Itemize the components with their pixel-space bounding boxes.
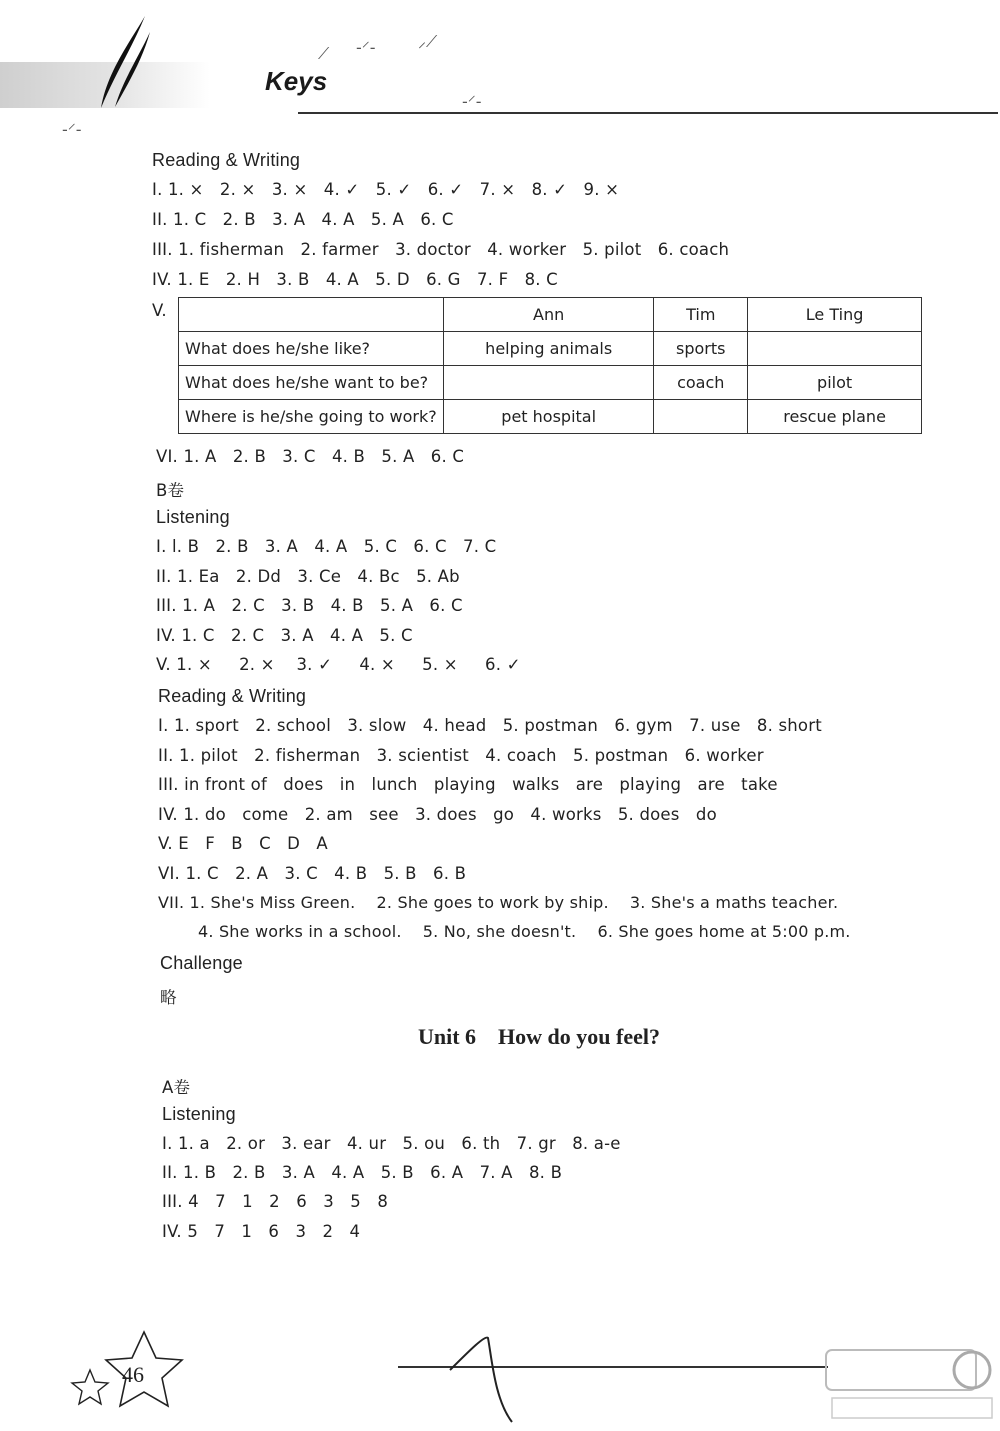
table-cell: coach	[654, 366, 748, 400]
table-cell: Where is he/she going to work?	[179, 400, 444, 434]
page-header-title: Keys	[265, 66, 328, 96]
answer-line: I. 1. × 2. × 3. × 4. ✓ 5. ✓ 6. ✓ 7. × 8. ✓ 9. ×	[152, 180, 620, 199]
section-heading-listening: Listening	[162, 1104, 236, 1124]
table-cell: pet hospital	[444, 400, 654, 434]
table-header-cell: Le Ting	[748, 298, 922, 332]
answer-line: II. 1. pilot 2. fisherman 3. scientist 4. coach 5. postman 6. worker	[158, 746, 764, 765]
table-header-row	[179, 298, 922, 332]
table-row	[179, 400, 922, 434]
answer-line: 略	[160, 988, 177, 1007]
sparkle-icon: ⸝⟋	[418, 32, 438, 51]
sparkle-icon: ⟋	[318, 44, 330, 63]
answer-line: IV. 5 7 1 6 3 2 4	[162, 1222, 361, 1241]
table-row	[179, 332, 922, 366]
unit-title: Unit 6 How do you feel?	[418, 1024, 660, 1049]
table-cell	[654, 400, 748, 434]
answer-line: VI. 1. C 2. A 3. C 4. B 5. B 6. B	[158, 864, 467, 883]
section-heading-a: A卷	[162, 1078, 191, 1097]
answer-line: I. l. B 2. B 3. A 4. A 5. C 6. C 7. C	[156, 537, 497, 556]
answer-line: VI. 1. A 2. B 3. C 4. B 5. A 6. C	[156, 447, 465, 466]
section-heading-challenge: Challenge	[160, 953, 243, 973]
answer-line: I. 1. a 2. or 3. ear 4. ur 5. ou 6. th 7. gr 8. a-e	[162, 1134, 621, 1153]
section-heading-reading-writing: Reading & Writing	[158, 686, 307, 706]
table-row	[179, 366, 922, 400]
table-cell: What does he/she want to be?	[179, 366, 444, 400]
answer-line: VII. 1. She's Miss Green. 2. She goes to work by ship. 3. She's a maths teacher.	[158, 893, 839, 912]
table-cell: pilot	[748, 366, 922, 400]
watermark-logo-icon	[822, 1344, 997, 1424]
section-heading-listening: Listening	[156, 507, 230, 527]
answer-line: II. 1. Ea 2. Dd 3. Ce 4. Bc 5. Ab	[156, 567, 460, 586]
answer-line: IV. 1. C 2. C 3. A 4. A 5. C	[156, 626, 413, 645]
answer-line: IV. 1. do come 2. am see 3. does go 4. works 5. does do	[158, 805, 717, 824]
table-cell: helping animals	[444, 332, 654, 366]
answer-line: V. 1. × 2. × 3. ✓ 4. × 5. × 6. ✓	[156, 655, 521, 674]
footer-swoosh-icon	[440, 1330, 520, 1425]
table-cell	[444, 366, 654, 400]
answer-line: 4. She works in a school. 5. No, she doesn't. 6. She goes home at 5:00 p.m.	[198, 922, 851, 941]
section-heading-reading-writing: Reading & Writing	[152, 150, 301, 170]
table-cell: What does he/she like?	[179, 332, 444, 366]
section-heading-b: B卷	[156, 481, 185, 500]
answer-line: V. E F B C D A	[158, 834, 328, 853]
answer-line: II. 1. C 2. B 3. A 4. A 5. A 6. C	[152, 210, 454, 229]
table-cell: sports	[654, 332, 748, 366]
table-header-cell	[179, 298, 444, 332]
table-cell	[748, 332, 922, 366]
answer-line: III. in front of does in lunch playing walks are playing are take	[158, 775, 778, 794]
answer-line: III. 1. A 2. C 3. B 4. B 5. A 6. C	[156, 596, 463, 615]
swoosh-logo-icon	[95, 12, 155, 112]
answer-line: I. 1. sport 2. school 3. slow 4. head 5. postman 6. gym 7. use 8. short	[158, 716, 822, 735]
page-number: 46	[122, 1362, 144, 1387]
table-cell: rescue plane	[748, 400, 922, 434]
table-header-cell: Ann	[444, 298, 654, 332]
sparkle-icon: -⸍-	[62, 120, 82, 139]
answer-line: III. 4 7 1 2 6 3 5 8	[162, 1192, 389, 1211]
answer-line: IV. 1. E 2. H 3. B 4. A 5. D 6. G 7. F 8. C	[152, 270, 558, 289]
answer-line: II. 1. B 2. B 3. A 4. A 5. B 6. A 7. A 8. B	[162, 1163, 563, 1182]
answer-line-label: V.	[152, 301, 167, 320]
header-rule	[298, 112, 998, 114]
table-header-cell: Tim	[654, 298, 748, 332]
sparkle-icon: -⸍-	[462, 92, 482, 111]
sparkle-icon: -⸍-	[356, 38, 376, 57]
answer-line: III. 1. fisherman 2. farmer 3. doctor 4. worker 5. pilot 6. coach	[152, 240, 730, 259]
answer-table	[178, 297, 922, 434]
